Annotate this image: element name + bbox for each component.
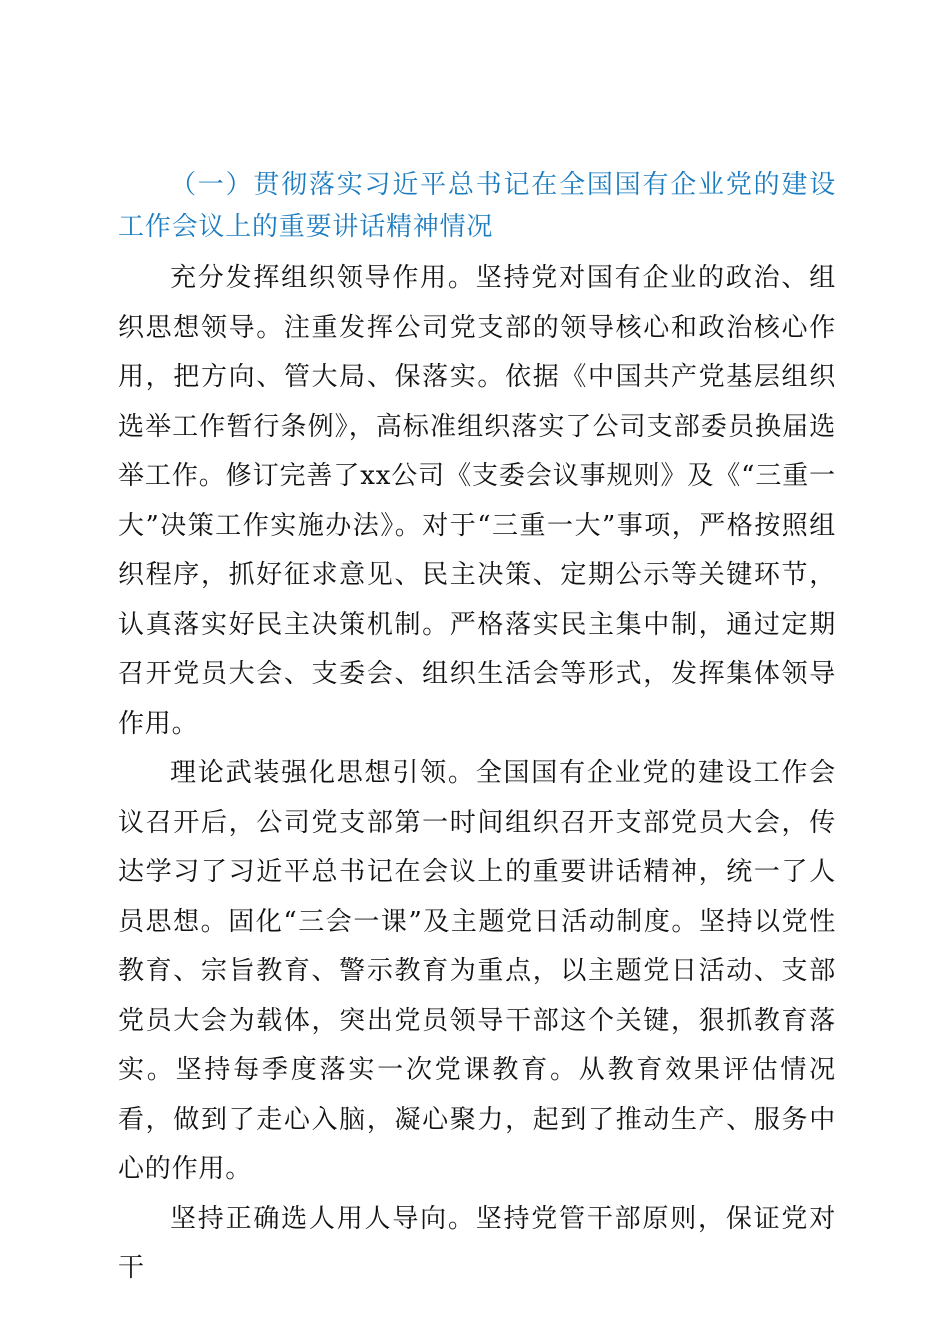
paragraph-organization-leadership: 充分发挥组织领导作用。坚持党对国有企业的政治、组织思想领导。注重发挥公司党支部的领导核心和政治核心作用，把方向、管大局、保落实。依据《中国共产党基层组织选举工作暂行条例》，高标准组织落实了公司支部委员换届选举工作。修订完善了xx公司《支委会议事规则》及《“三重一大”决策工作实施办法》。对于“三重一大”事项，严格按照组织程序，抓好征求意见、民主决策、定期公示等关键环节，认真落实好民主决策机制。严格落实民主集中制，通过定期召开党员大会、支委会、组织生活会等形式，发挥集体领导作用。 [118, 263, 836, 739]
document-body [118, 164, 836, 1294]
section-heading: （一）贯彻落实习近平总书记在全国国有企业党的建设工作会议上的重要讲话精神情况 [118, 170, 836, 242]
paragraph-personnel-selection: 坚持正确选人用人导向。坚持党管干部原则，保证党对干 [118, 1203, 836, 1283]
paragraph-theory-guidance: 理论武装强化思想引领。全国国有企业党的建设工作会议召开后，公司党支部第一时间组织召开支部党员大会，传达学习了习近平总书记在会议上的重要讲话精神，统一了人员思想。固化“三会一课”及主题党日活动制度。坚持以党性教育、宗旨教育、警示教育为重点，以主题党日活动、支部党员大会为载体，突出党员领导干部这个关键，狠抓教育落实。坚持每季度落实一次党课教育。从教育效果评估情况看，做到了走心入脑，凝心聚力，起到了推动生产、服务中心的作用。 [118, 758, 836, 1184]
